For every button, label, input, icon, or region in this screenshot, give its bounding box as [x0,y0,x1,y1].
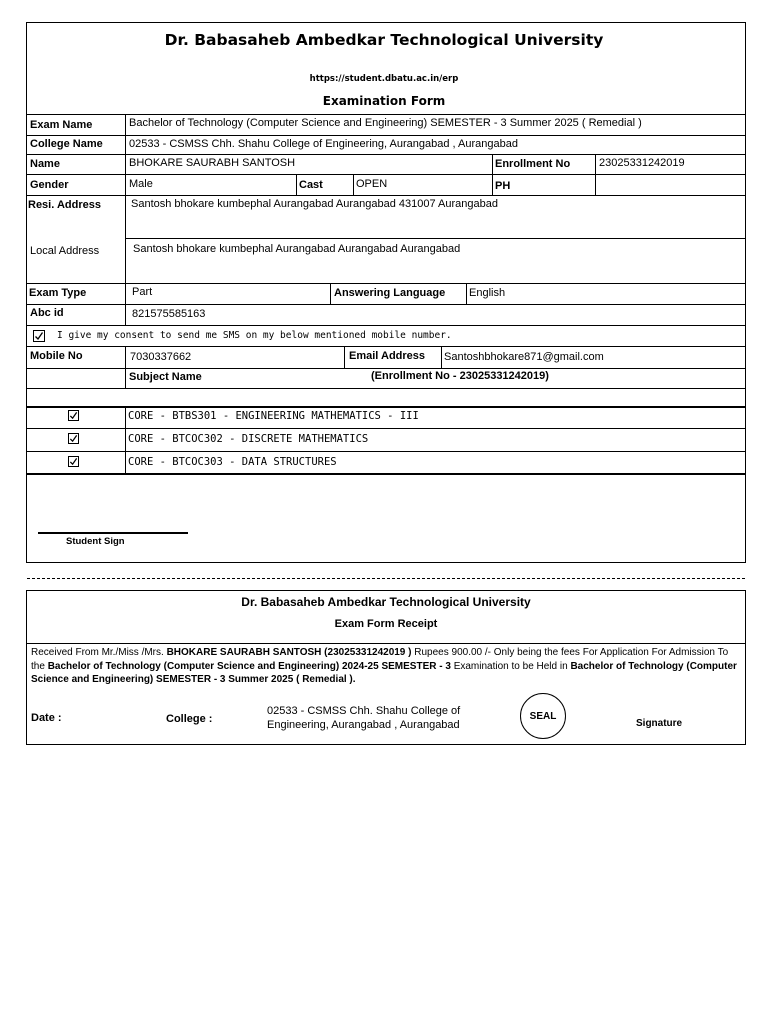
gender-value: Male [129,178,153,190]
grid-line [330,283,331,304]
check-icon [69,434,78,443]
gender-label: Gender [30,179,69,191]
mobile-no-value: 7030337662 [130,351,192,363]
grid-line [492,154,493,195]
college-name-label: College Name [30,138,103,150]
subject-checkbox[interactable] [68,456,79,467]
grid-line [125,406,126,473]
receipt-college-line2: Engineering, Aurangabad , Aurangabad [267,719,460,731]
signature-line [38,532,188,534]
subject-item: CORE - BTCOC302 - DISCRETE MATHEMATICS [128,433,369,445]
name-label: Name [30,158,60,170]
student-sign-label: Student Sign [66,536,125,547]
enrollment-note: (Enrollment No - 23025331242019) [371,370,549,382]
exam-name-value: Bachelor of Technology (Computer Science and Engineering) SEMESTER - 3 Summer 2025 ( Remedial ) [129,117,642,129]
seal-stamp [520,693,566,739]
receipt-student-name: BHOKARE SAURABH SANTOSH (23025331242019 ) [166,647,412,658]
check-icon [69,457,78,466]
grid-line [26,195,746,196]
grid-line [26,428,746,429]
subject-checkbox[interactable] [68,433,79,444]
ph-label: PH [495,180,511,192]
receipt-college-line1: 02533 - CSMSS Chh. Shahu College of [267,705,461,717]
grid-line [26,368,746,369]
receipt-signature-label: Signature [636,718,683,729]
grid-line [26,451,746,452]
receipt-text-part: Rupees 900.00 /- Only being the fees For Application For Admission To the [31,647,729,672]
cast-value: OPEN [356,178,388,190]
receipt-exam: Bachelor of Technology (Computer Science and Engineering) SEMESTER - 3 Summer 2025 ( Remedial ). [31,660,737,685]
grid-line [26,388,746,389]
grid-line [296,174,297,195]
consent-checkbox[interactable] [33,330,45,342]
answering-language-value: English [469,287,506,299]
grid-line [26,135,746,136]
consent-text: I give my consent to send me SMS on my below mentioned mobile number. [57,330,452,341]
answering-language-label: Answering Language [334,287,446,299]
subject-item: CORE - BTBS301 - ENGINEERING MATHEMATICS - III [128,410,419,422]
grid-line [26,643,746,644]
receipt-body [31,646,743,687]
receipt-college-label: College : [166,713,213,725]
name-value: BHOKARE SAURABH SANTOSH [129,157,296,169]
check-icon [69,411,78,420]
exam-name-label: Exam Name [30,119,93,131]
grid-line [441,346,442,368]
exam-type-label: Exam Type [29,287,87,299]
grid-line [26,325,746,326]
receipt-text-part: Examination to be Held in [450,660,571,672]
grid-line [126,238,746,239]
grid-line [26,174,746,175]
cut-line [27,578,745,579]
subject-checkbox[interactable] [68,410,79,421]
grid-line [26,154,746,155]
grid-line [353,174,354,195]
form-title: Examination Form [322,94,446,108]
resi-address-label: Resi. Address [28,199,101,211]
local-address-label: Local Address [30,245,100,257]
mobile-no-label: Mobile No [30,350,83,362]
university-title: Dr. Babasaheb Ambedkar Technological University [164,31,604,49]
enrollment-no-value: 23025331242019 [599,157,685,169]
grid-line [26,346,746,347]
grid-line [125,114,126,283]
seal-label: SEAL [529,710,557,722]
abc-id-value: 821575585163 [132,308,206,320]
subject-name-header: Subject Name [129,371,202,383]
check-icon [34,331,44,341]
receipt-title: Exam Form Receipt [334,618,438,630]
grid-line [595,154,596,195]
grid-line [466,283,467,304]
college-name-value: 02533 - CSMSS Chh. Shahu College of Engineering, Aurangabad , Aurangabad [129,138,518,150]
grid-line [344,346,345,368]
grid-line [26,406,746,408]
receipt-date-label: Date : [31,712,62,724]
grid-line [26,473,746,475]
email-address-value: Santoshbhokare871@gmail.com [444,351,604,363]
enrollment-no-label: Enrollment No [495,158,571,170]
grid-line [125,283,126,325]
abc-id-label: Abc id [30,307,64,319]
subject-item: CORE - BTCOC303 - DATA STRUCTURES [128,456,337,468]
receipt-university-title: Dr. Babasaheb Ambedkar Technological University [241,595,531,609]
local-address-value: Santosh bhokare kumbephal Aurangabad Aurangabad Aurangabad [133,243,461,255]
grid-line [26,304,746,305]
cast-label: Cast [299,179,323,191]
exam-type-value: Part [132,286,153,298]
email-address-label: Email Address [349,350,426,362]
resi-address-value: Santosh bhokare kumbephal Aurangabad Aurangabad 431007 Aurangabad [131,198,498,210]
portal-url[interactable]: https://student.dbatu.ac.in/erp [309,74,459,84]
grid-line [26,283,746,284]
grid-line [125,346,126,388]
grid-line [26,114,746,115]
receipt-course: Bachelor of Technology (Computer Science and Engineering) 2024-25 SEMESTER - 3 [47,660,451,672]
receipt-text-part: Received From Mr./Miss /Mrs. [31,647,167,658]
